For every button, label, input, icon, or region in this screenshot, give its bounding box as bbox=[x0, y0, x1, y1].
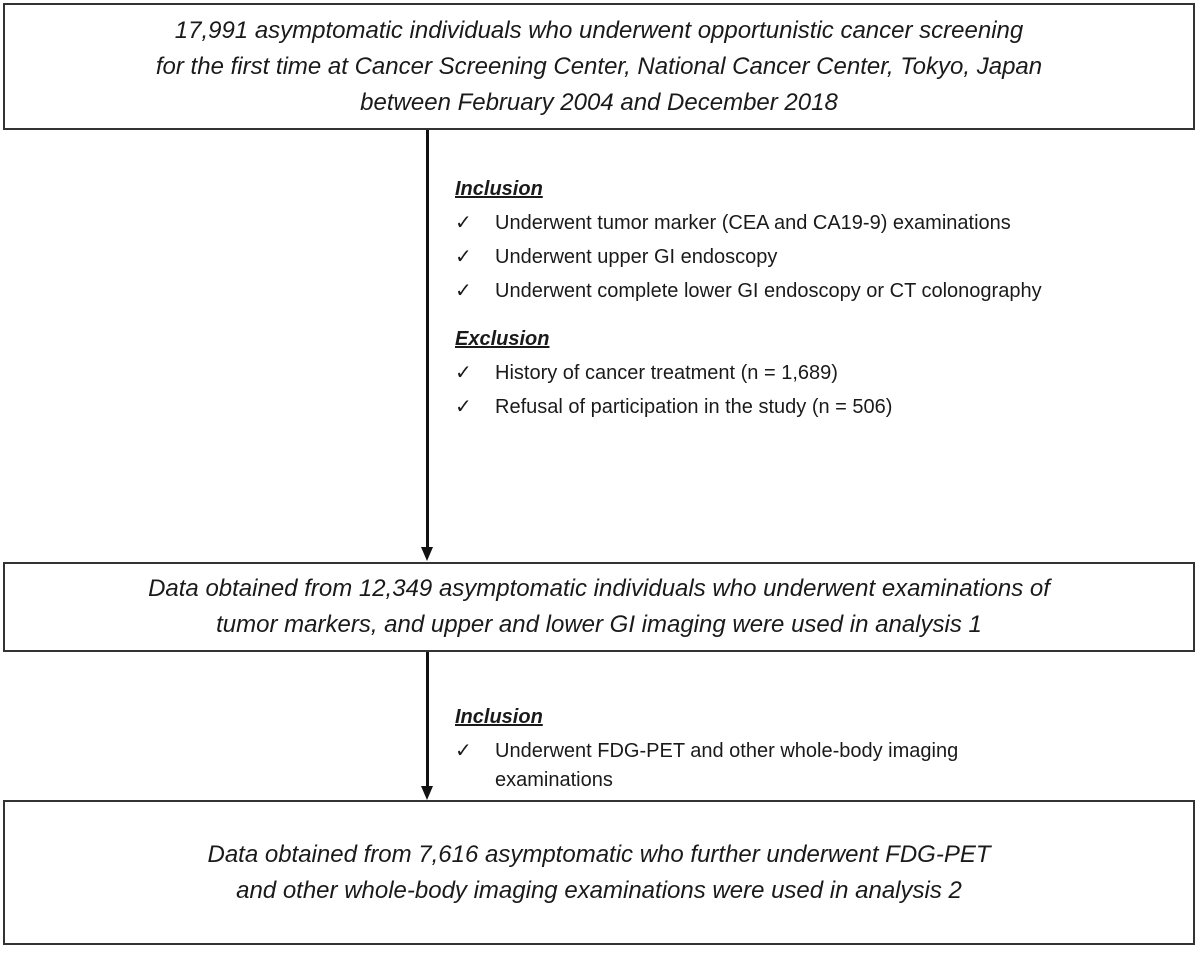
inclusion-heading: Inclusion bbox=[455, 178, 543, 200]
criteria-block-1 bbox=[455, 178, 1042, 427]
box-text-line: tumor markers, and upper and lower GI imaging were used in analysis 1 bbox=[216, 611, 982, 638]
criteria-item bbox=[455, 737, 958, 795]
arrow-head-icon bbox=[421, 547, 433, 561]
box-text-line: and other whole-body imaging examinations were used in analysis 2 bbox=[236, 876, 962, 904]
screening-population-box bbox=[3, 3, 1195, 130]
box-text-line: 17,991 asymptomatic individuals who underwent opportunistic cancer screening bbox=[174, 16, 1024, 44]
criteria-item bbox=[455, 359, 1042, 388]
analysis-2-box bbox=[3, 800, 1195, 945]
arrow-head-icon bbox=[421, 786, 433, 800]
box-text-line: for the first time at Cancer Screening Center, National Cancer Center, Tokyo, Japan bbox=[155, 52, 1043, 80]
criteria-text-line: examinations bbox=[495, 769, 613, 791]
inclusion-heading: Inclusion bbox=[455, 706, 543, 728]
arrow-line bbox=[426, 652, 429, 787]
criteria-item bbox=[455, 277, 1042, 306]
exclusion-heading: Exclusion bbox=[455, 328, 550, 350]
criteria-text: Underwent complete lower GI endoscopy or CT colonography bbox=[495, 280, 1042, 302]
check-icon: ✓ bbox=[455, 362, 472, 384]
criteria-text: Underwent upper GI endoscopy bbox=[495, 246, 778, 268]
criteria-item bbox=[455, 393, 1042, 422]
box-text-line: Data obtained from 7,616 asymptomatic who further underwent FDG-PET bbox=[207, 840, 991, 868]
check-icon: ✓ bbox=[455, 212, 472, 234]
criteria-item bbox=[455, 243, 1042, 272]
check-icon: ✓ bbox=[455, 396, 472, 418]
criteria-text: Refusal of participation in the study (n = 506) bbox=[495, 396, 893, 418]
criteria-block-2 bbox=[455, 706, 958, 800]
criteria-text-line: Underwent FDG-PET and other whole-body imaging bbox=[495, 740, 959, 762]
check-icon: ✓ bbox=[455, 740, 472, 762]
arrow-line bbox=[426, 130, 429, 548]
box-text-line: between February 2004 and December 2018 bbox=[360, 88, 838, 116]
criteria-text: Underwent tumor marker (CEA and CA19-9) examinations bbox=[495, 212, 1011, 234]
criteria-text: History of cancer treatment (n = 1,689) bbox=[495, 362, 838, 384]
box-text-line: Data obtained from 12,349 asymptomatic individuals who underwent examinations of bbox=[148, 575, 1050, 602]
criteria-item bbox=[455, 209, 1042, 238]
check-icon: ✓ bbox=[455, 280, 472, 302]
analysis-1-box bbox=[3, 562, 1195, 652]
criteria-text bbox=[495, 737, 958, 795]
check-icon: ✓ bbox=[455, 246, 472, 268]
